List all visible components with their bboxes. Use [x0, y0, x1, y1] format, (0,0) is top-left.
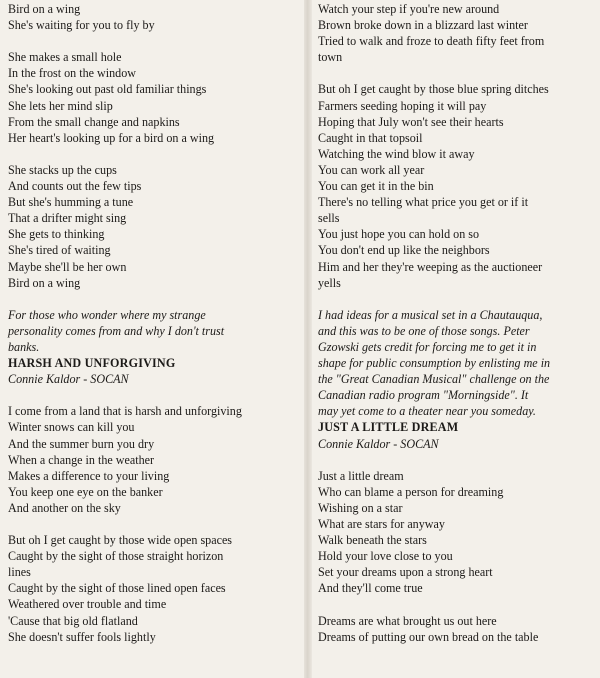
lyric-line: yells [318, 275, 341, 290]
lyric-line: And another on the sky [8, 500, 121, 515]
lyric-line: She's waiting for you to fly by [8, 18, 155, 33]
lyric-line: You keep one eye on the banker [8, 484, 163, 499]
lyric-line: Her heart's looking up for a bird on a wing [8, 130, 215, 145]
lyric-line: You can work all year [318, 162, 425, 177]
lyric-line: I come from a land that is harsh and unforgiving [8, 404, 242, 419]
lyric-line: There's no telling what price you get or if it [318, 195, 529, 210]
note-line: I had ideas for a musical set in a Chautauqua, [318, 307, 543, 322]
right-column [318, 1, 594, 645]
lyric-line: She makes a small hole [8, 50, 122, 65]
lyric-line: Walk beneath the stars [318, 533, 427, 548]
note-line: and this was to be one of those songs. Peter [318, 323, 530, 338]
lyric-line: Set your dreams upon a strong heart [318, 565, 493, 580]
lyric-line: town [318, 50, 343, 65]
lyric-line: When a change in the weather [8, 452, 155, 467]
lyric-line: What are stars for anyway [318, 517, 445, 531]
lyric-line: But oh I get caught by those wide open spaces [8, 533, 233, 548]
lyric-line: Who can blame a person for dreaming [318, 484, 504, 499]
lyric-line: You don't end up like the neighbors [318, 243, 490, 258]
lyric-line: She's tired of waiting [8, 243, 111, 258]
lyric-line: She doesn't suffer fools lightly [8, 629, 156, 644]
lyric-line: Hold your love close to you [318, 549, 453, 564]
lyric-line: Watch your step if you're new around [318, 2, 500, 16]
song-title: HARSH AND UNFORGIVING [8, 356, 176, 371]
center-fold [304, 0, 312, 678]
note-line: Gzowski gets credit for forcing me to get it in [318, 339, 537, 354]
lyric-line: But she's humming a tune [8, 195, 134, 210]
lyric-line: That a drifter might sing [8, 211, 127, 226]
note-line: may yet come to a theater near you someday. [318, 404, 536, 419]
stanza-break [318, 452, 594, 468]
lyric-line: sells [318, 211, 340, 226]
note-line: personality comes from and why I don't trust [8, 323, 225, 338]
lyric-line: Him and her they're weeping as the auctioneer [318, 259, 543, 274]
note-line: For those who wonder where my strange [8, 307, 206, 322]
lyric-line: Bird on a wing [8, 275, 81, 290]
lyric-line: 'Cause that big old flatland [8, 613, 138, 628]
stanza-break [8, 33, 298, 49]
note-line: the "Great Canadian Musical" challenge on the [318, 372, 550, 387]
lyric-line: She lets her mind slip [8, 98, 113, 113]
note-line: Connie Kaldor - SOCAN [8, 372, 129, 387]
lyric-line: From the small change and napkins [8, 114, 180, 129]
lyric-line: Makes a difference to your living [8, 468, 170, 483]
stanza-break [8, 146, 298, 162]
lyric-line: Tried to walk and froze to death fifty feet from [318, 34, 545, 49]
stanza-break [318, 596, 594, 612]
lyric-line: And they'll come true [318, 581, 423, 596]
stanza-break [318, 65, 594, 81]
stanza-break [8, 291, 298, 307]
lyric-line: And counts out the few tips [8, 179, 142, 194]
lyric-line: Wishing on a star [318, 500, 403, 515]
stanza-break [8, 516, 298, 532]
note-line: Connie Kaldor - SOCAN [318, 436, 439, 451]
lyric-line: Dreams of putting our own bread on the table [318, 629, 539, 644]
stanza-break [8, 387, 298, 403]
lyric-line: Caught in that topsoil [318, 130, 423, 145]
lyric-line: lines [8, 565, 31, 580]
lyric-line: Weathered over trouble and time [8, 597, 167, 612]
lyric-line: Farmers seeding hoping it will pay [318, 98, 487, 113]
stanza-break [318, 291, 594, 307]
lyric-line: Maybe she'll be her own [8, 259, 127, 274]
lyric-line: Just a little dream [318, 468, 404, 483]
lyric-line: Watching the wind blow it away [318, 146, 475, 161]
lyric-line: Hoping that July won't see their hearts [318, 114, 504, 129]
note-line: Canadian radio program "Morningside". It [318, 388, 529, 403]
lyric-line: She stacks up the cups [8, 162, 117, 177]
note-line: banks. [8, 339, 40, 354]
lyric-line: Brown broke down in a blizzard last winter [318, 18, 528, 33]
lyric-line: Winter snows can kill you [8, 420, 135, 435]
lyric-line: Caught by the sight of those lined open faces [8, 581, 226, 596]
lyric-line: Caught by the sight of those straight horizon [8, 549, 224, 564]
lyric-line: And the summer burn you dry [8, 436, 155, 451]
lyric-line: She gets to thinking [8, 227, 105, 242]
lyric-line: You just hope you can hold on so [318, 227, 480, 242]
song-title: JUST A LITTLE DREAM [318, 420, 459, 435]
left-column [8, 1, 298, 645]
lyric-line: Dreams are what brought us out here [318, 613, 497, 628]
lyric-line: Bird on a wing [8, 2, 81, 16]
note-line: shape for public consumption by enlisting me in [318, 356, 551, 371]
lyric-line: She's looking out past old familiar things [8, 82, 207, 97]
lyric-line: In the frost on the window [8, 66, 136, 81]
lyric-line: But oh I get caught by those blue spring ditches [318, 82, 549, 97]
lyric-line: You can get it in the bin [318, 179, 434, 194]
